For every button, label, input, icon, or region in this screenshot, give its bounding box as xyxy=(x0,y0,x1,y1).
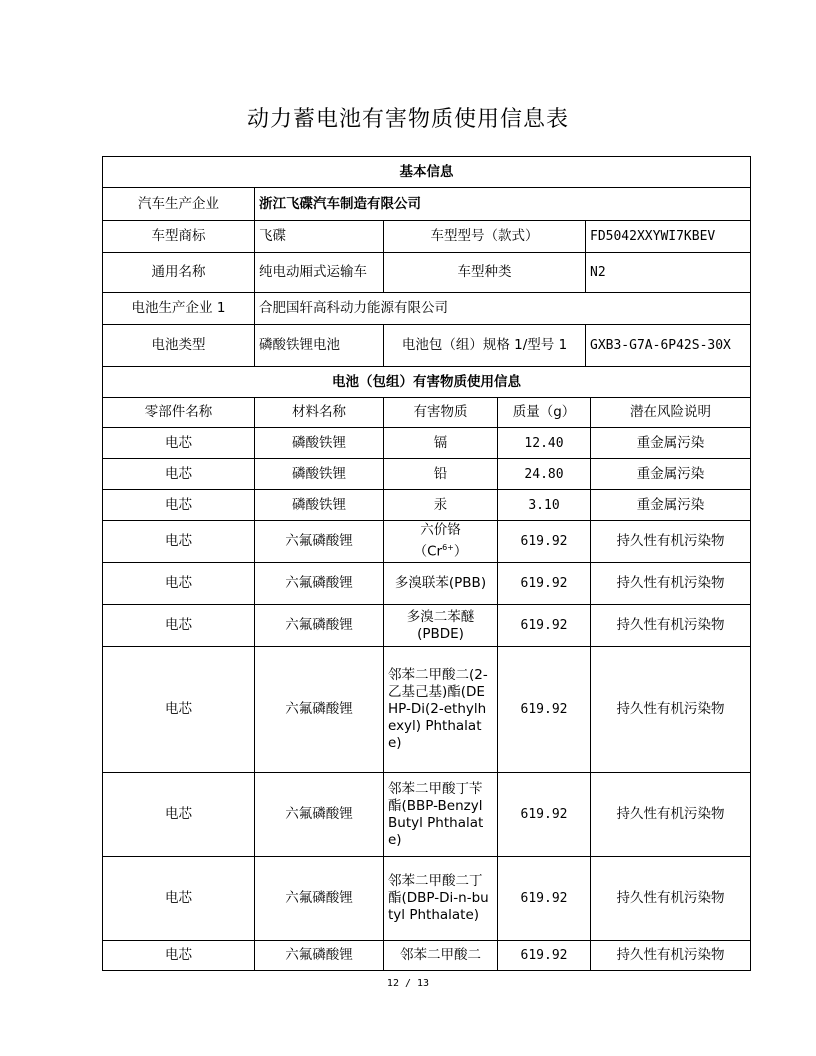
hazard-heading: 电池（包组）有害物质使用信息 xyxy=(103,367,751,398)
model-label: 车型型号（款式） xyxy=(384,221,586,253)
part-cell: 电芯 xyxy=(103,605,255,647)
model-value: FD5042XXYWI7KBEV xyxy=(586,221,751,253)
material-cell: 六氟磷酸锂 xyxy=(255,605,384,647)
part-cell: 电芯 xyxy=(103,428,255,459)
mass-cell: 619.92 xyxy=(498,857,591,941)
mass-cell: 619.92 xyxy=(498,563,591,605)
material-cell: 六氟磷酸锂 xyxy=(255,521,384,563)
mass-cell: 619.92 xyxy=(498,521,591,563)
table-row xyxy=(103,773,751,857)
part-cell: 电芯 xyxy=(103,857,255,941)
risk-cell: 持久性有机污染物 xyxy=(591,521,751,563)
table-row xyxy=(103,459,751,490)
hazard-table xyxy=(102,366,751,971)
substance-cell: 邻苯二甲酸二 xyxy=(384,941,498,971)
battery-type-label: 电池类型 xyxy=(103,325,255,367)
part-cell: 电芯 xyxy=(103,941,255,971)
part-cell: 电芯 xyxy=(103,773,255,857)
vehicle-type-label: 车型种类 xyxy=(384,253,586,293)
common-name-label: 通用名称 xyxy=(103,253,255,293)
header-risk: 潜在风险说明 xyxy=(591,398,751,428)
table-row xyxy=(103,490,751,521)
risk-cell: 持久性有机污染物 xyxy=(591,857,751,941)
brand-label: 车型商标 xyxy=(103,221,255,253)
mass-cell: 12.40 xyxy=(498,428,591,459)
pack-spec-value: GXB3-G7A-6P42S-30X xyxy=(586,325,751,367)
part-cell: 电芯 xyxy=(103,459,255,490)
pack-spec-label: 电池包（组）规格 1/型号 1 xyxy=(384,325,586,367)
table-row xyxy=(103,857,751,941)
header-part: 零部件名称 xyxy=(103,398,255,428)
material-cell: 六氟磷酸锂 xyxy=(255,941,384,971)
page-number: 12 / 13 xyxy=(386,978,430,989)
substance-cell: 多溴联苯(PBB) xyxy=(384,563,498,605)
material-cell: 六氟磷酸锂 xyxy=(255,647,384,773)
risk-cell: 重金属污染 xyxy=(591,490,751,521)
mass-cell: 3.10 xyxy=(498,490,591,521)
table-row xyxy=(103,941,751,971)
risk-cell: 重金属污染 xyxy=(591,428,751,459)
common-name-value: 纯电动厢式运输车 xyxy=(255,253,384,293)
manufacturer-value: 浙江飞碟汽车制造有限公司 xyxy=(255,188,751,221)
header-substance: 有害物质 xyxy=(384,398,498,428)
mass-cell: 24.80 xyxy=(498,459,591,490)
charge-superscript: 6+ xyxy=(442,543,454,553)
material-cell: 磷酸铁锂 xyxy=(255,490,384,521)
substance-name: 六价铬 xyxy=(420,522,461,539)
substance-cell: 邻苯二甲酸二丁酯(DBP-Di-n-butyl Phthalate) xyxy=(384,857,498,941)
risk-cell: 持久性有机污染物 xyxy=(591,941,751,971)
substance-cell: 邻苯二甲酸二(2-乙基己基)酯(DEHP-Di(2-ethylhexyl) Phthalate) xyxy=(384,647,498,773)
material-cell: 六氟磷酸锂 xyxy=(255,773,384,857)
substance-cell: 邻苯二甲酸丁苄酯(BBP-Benzyl Butyl Phthalate) xyxy=(384,773,498,857)
brand-value: 飞碟 xyxy=(255,221,384,253)
table-row xyxy=(103,605,751,647)
part-cell: 电芯 xyxy=(103,563,255,605)
basic-info-table xyxy=(102,156,751,367)
risk-cell: 持久性有机污染物 xyxy=(591,773,751,857)
risk-cell: 重金属污染 xyxy=(591,459,751,490)
risk-cell: 持久性有机污染物 xyxy=(591,647,751,773)
page-title: 动力蓄电池有害物质使用信息表 xyxy=(246,107,569,132)
material-cell: 六氟磷酸锂 xyxy=(255,563,384,605)
battery-maker-label: 电池生产企业 1 xyxy=(103,293,255,325)
mass-cell: 619.92 xyxy=(498,647,591,773)
table-row xyxy=(103,563,751,605)
battery-type-value: 磷酸铁锂电池 xyxy=(255,325,384,367)
substance-cell: 多溴二苯醚(PBDE) xyxy=(384,605,498,647)
part-cell: 电芯 xyxy=(103,521,255,563)
table-row xyxy=(103,428,751,459)
substance-cell: 六价铬 $(Cr^{6+})$ xyxy=(384,521,498,563)
table-row xyxy=(103,647,751,773)
risk-cell: 持久性有机污染物 xyxy=(591,563,751,605)
mass-cell: 619.92 xyxy=(498,773,591,857)
material-cell: 磷酸铁锂 xyxy=(255,459,384,490)
basic-info-heading: 基本信息 xyxy=(103,157,751,188)
risk-cell: 持久性有机污染物 xyxy=(591,605,751,647)
material-cell: 磷酸铁锂 xyxy=(255,428,384,459)
vehicle-type-value: N2 xyxy=(586,253,751,293)
mass-cell: 619.92 xyxy=(498,605,591,647)
substance-cell: 汞 xyxy=(384,490,498,521)
table-row xyxy=(103,521,751,563)
substance-cell: 铅 xyxy=(384,459,498,490)
material-cell: 六氟磷酸锂 xyxy=(255,857,384,941)
part-cell: 电芯 xyxy=(103,490,255,521)
part-cell: 电芯 xyxy=(103,647,255,773)
mass-cell: 619.92 xyxy=(498,941,591,971)
header-mass: 质量（g） xyxy=(498,398,591,428)
manufacturer-label: 汽车生产企业 xyxy=(103,188,255,221)
battery-maker-value: 合肥国轩高科动力能源有限公司 xyxy=(255,293,751,325)
header-material: 材料名称 xyxy=(255,398,384,428)
substance-cell: 镉 xyxy=(384,428,498,459)
